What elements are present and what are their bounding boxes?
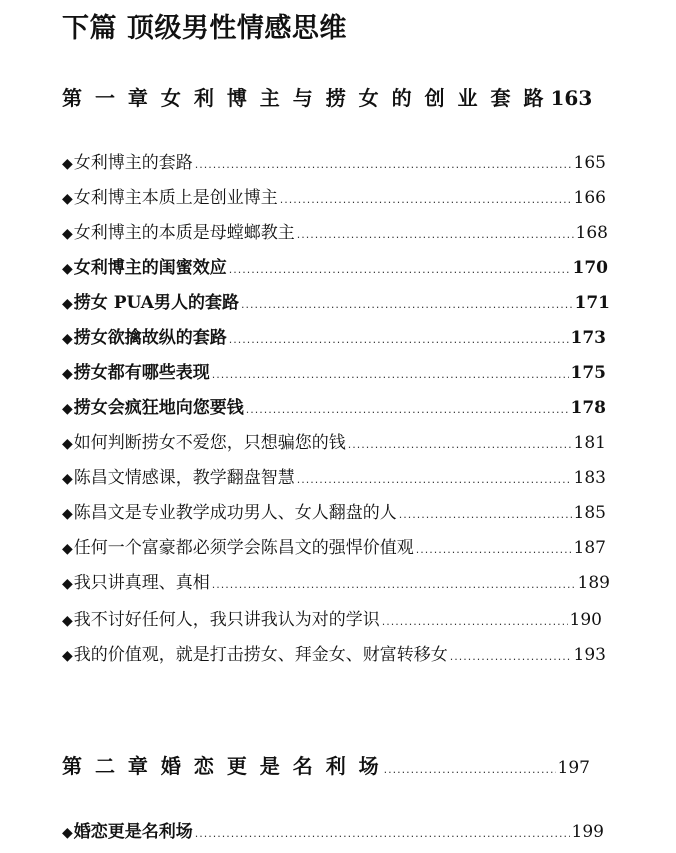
entry-title: 女利博主的闺蜜效应 [73,258,227,278]
entry-page-number: 183 [573,468,606,488]
entry-page-number: 171 [574,293,610,313]
dot-leader [229,333,569,346]
chapter-heading[interactable] [62,82,593,111]
toc-entry[interactable] [62,183,606,208]
diamond-bullet-icon: ◆ [62,648,73,664]
dot-leader [450,650,572,663]
dot-leader [399,508,572,521]
entry-page-number: 175 [570,363,606,383]
toc-entry[interactable] [62,358,606,383]
chapter-title: 第 二 章 婚 恋 更 是 名 利 场 [62,754,382,778]
diamond-bullet-icon: ◆ [62,296,73,312]
entry-title: 我不讨好任何人，我只讲我认为对的学识 [73,610,380,630]
entry-page-number: 187 [573,538,606,558]
dot-leader [195,827,570,840]
toc-entry[interactable] [62,640,606,665]
entry-title: 捞女 PUA男人的套路 [73,293,239,313]
dot-leader [280,193,572,206]
diamond-bullet-icon: ◆ [62,156,73,172]
dot-leader [241,298,573,311]
entry-title: 我只讲真理、真相 [73,573,210,593]
entry-title: 捞女欲擒故纵的套路 [73,328,227,348]
dot-leader [348,438,572,451]
toc-entry[interactable] [62,393,606,418]
part-title: 下篇 顶级男性情感思维 [62,13,347,44]
diamond-bullet-icon: ◆ [62,436,73,452]
entry-page-number: 166 [573,188,606,208]
chapter-title: 第 一 章 女 利 博 主 与 捞 女 的 创 业 套 路 [62,86,547,110]
entry-title: 陈昌文是专业教学成功男人、女人翻盘的人 [73,503,397,523]
chapter-page-number: 163 [550,86,593,110]
entry-page-number: 178 [570,398,606,418]
toc-entry[interactable] [62,498,606,523]
toc-entry[interactable] [62,218,608,243]
toc-entry[interactable] [62,148,606,173]
diamond-bullet-icon: ◆ [62,576,73,592]
entry-page-number: 173 [570,328,606,348]
entry-title: 捞女会疯狂地向您要钱 [73,398,244,418]
dot-leader [229,263,571,276]
entry-title: 女利博主的本质是母螳螂教主 [73,223,295,243]
entry-title: 如何判断捞女不爱您，只想骗您的钱 [73,433,346,453]
dot-leader [297,473,572,486]
toc-entry[interactable] [62,605,602,630]
entry-page-number: 185 [573,503,606,523]
diamond-bullet-icon: ◆ [62,401,73,417]
toc-entry[interactable] [62,817,604,842]
dot-leader [384,763,556,776]
diamond-bullet-icon: ◆ [62,613,73,629]
toc-entry[interactable] [62,323,606,348]
entry-page-number: 168 [575,223,608,243]
diamond-bullet-icon: ◆ [62,825,73,841]
toc-entry[interactable] [62,253,608,278]
dot-leader [212,578,576,591]
toc-entry[interactable] [62,463,606,488]
diamond-bullet-icon: ◆ [62,331,73,347]
entry-title: 任何一个富豪都必须学会陈昌文的强悍价值观 [73,538,414,558]
entry-page-number: 190 [569,610,602,630]
entry-page-number: 170 [572,258,608,278]
entry-title: 婚恋更是名利场 [73,822,193,842]
toc-entry[interactable] [62,428,606,453]
dot-leader [212,368,569,381]
diamond-bullet-icon: ◆ [62,506,73,522]
diamond-bullet-icon: ◆ [62,226,73,242]
entry-title: 我的价值观，就是打击捞女、拜金女、财富转移女 [73,645,448,665]
entry-title: 捞女都有哪些表现 [73,363,210,383]
entry-page-number: 165 [573,153,606,173]
entry-page-number: 189 [577,573,610,593]
entry-title: 女利博主本质上是创业博主 [73,188,278,208]
entry-title: 陈昌文情感课，教学翻盘智慧 [73,468,295,488]
dot-leader [416,543,572,556]
diamond-bullet-icon: ◆ [62,261,73,277]
toc-entry[interactable] [62,568,610,593]
dot-leader [246,403,569,416]
diamond-bullet-icon: ◆ [62,541,73,557]
diamond-bullet-icon: ◆ [62,366,73,382]
diamond-bullet-icon: ◆ [62,191,73,207]
entry-page-number: 181 [573,433,606,453]
toc-entry[interactable] [62,533,606,558]
toc-entry[interactable] [62,288,610,313]
dot-leader [382,615,568,628]
entry-title: 女利博主的套路 [73,153,193,173]
chapter-page-number: 197 [557,758,590,778]
dot-leader [195,158,572,171]
dot-leader [297,228,574,241]
entry-page-number: 199 [571,822,604,842]
chapter-heading[interactable] [62,750,590,779]
diamond-bullet-icon: ◆ [62,471,73,487]
entry-page-number: 193 [573,645,606,665]
